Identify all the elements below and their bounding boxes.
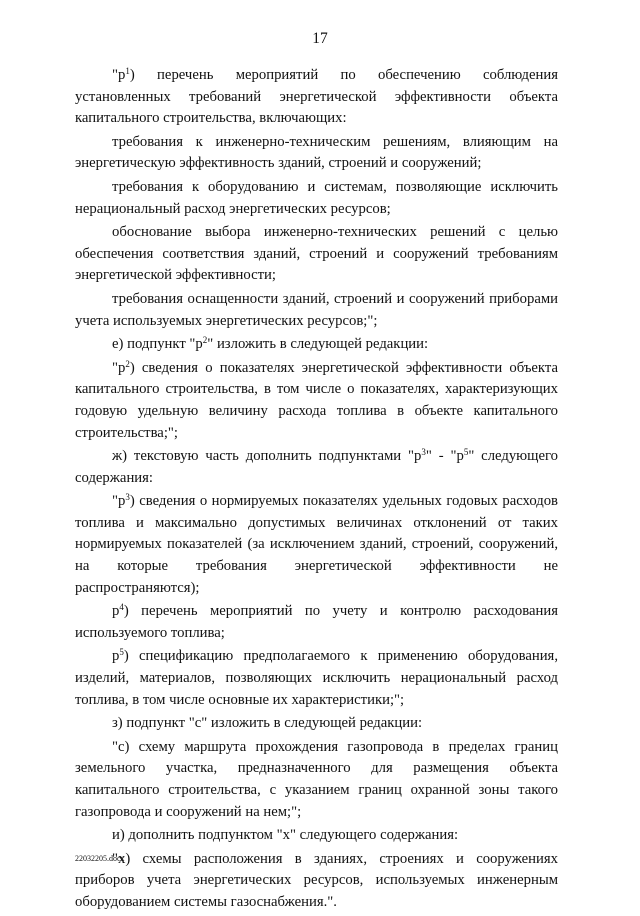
text-run: р: [112, 603, 120, 620]
paragraph: [75, 713, 558, 735]
paragraph: [75, 334, 558, 356]
text-run: ж) текстовую часть дополнить подпунктами "р: [112, 448, 422, 465]
footer-filename: 22032205.docx: [75, 854, 125, 863]
paragraph: [75, 446, 558, 489]
superscript: 2: [125, 358, 130, 369]
paragraph: [75, 177, 558, 220]
document-body: [75, 65, 558, 916]
text-run: " изложить в следующей редакции:: [207, 336, 429, 353]
paragraph: [75, 849, 558, 914]
text-run: р: [112, 648, 120, 665]
text-run: ) сведения о нормируемых показателях удельных годовых расходов топлива и максимально допустимых величинах отклонений от таких нормируемых показателей (за исключением зданий, строений, сооружений, на которые требования энергетической эффективности не распространяются);: [75, 493, 558, 596]
paragraph: [75, 289, 558, 332]
text-run: ) сведения о показателях энергетической эффективности объекта капитального строительства, в том числе о показателях, характеризующих годовую удельную величину расхода топлива в объекте капитального строительства;";: [75, 359, 558, 441]
text-run: з) подпункт "с" изложить в следующей редакции:: [112, 715, 423, 732]
paragraph: [75, 65, 558, 130]
text-run: "р: [112, 67, 126, 83]
superscript: 1: [125, 66, 130, 76]
text-run: ) спецификацию предполагаемого к применению оборудования, изделий, материалов, позволяющих исключить нерациональный расход топлива, в том числе основные их характеристики;";: [75, 648, 558, 708]
text-run: " следующего содержания:: [75, 448, 558, 486]
paragraph: [75, 737, 558, 823]
text-run: " - "р: [425, 448, 464, 465]
text-run: "р: [112, 493, 126, 510]
text-run: требования оснащенности зданий, строений и сооружений приборами учета используемых энергетических ресурсов;";: [75, 290, 558, 329]
text-run: е) подпункт "р: [112, 336, 203, 353]
paragraph: [75, 358, 558, 444]
text-run: требования к инженерно-техническим решениям, влияющим на энергетическую эффективность зданий, строений и сооружений;: [75, 133, 558, 172]
text-run: "с) схему маршрута прохождения газопровода в пределах границ земельного участка, предназначенного для размещения объекта капитального строительства, с указанием границ охранной зоны такого газопровода и сооружений на нем;";: [75, 738, 558, 820]
text-run: требования к оборудованию и системам, позволяющие исключить нерациональный расход энергетических ресурсов;: [75, 178, 558, 217]
superscript: 4: [119, 602, 124, 613]
text-run: ) перечень мероприятий по учету и контролю расходования используемого топлива;: [75, 603, 558, 641]
page-number: 17: [312, 30, 328, 47]
superscript: 5: [119, 647, 124, 658]
superscript: 5: [463, 447, 469, 458]
superscript: 2: [202, 335, 208, 346]
paragraph: [75, 825, 558, 847]
paragraph: [75, 491, 558, 599]
text-run: "р: [112, 359, 126, 376]
superscript: 3: [421, 447, 426, 458]
paragraph: [75, 132, 558, 175]
paragraph: [75, 601, 558, 644]
text-run: "х) схемы расположения в зданиях, строениях и сооружениях приборов учета энергетических ресурсов, используемых инженерным оборудованием системы газоснабжения.".: [75, 850, 558, 910]
superscript: 3: [125, 492, 130, 503]
text-run: ) перечень мероприятий по обеспечению соблюдения установленных требований энергетической эффективности объекта капитального строительства, включающих:: [75, 67, 558, 127]
text-run: обоснование выбора инженерно-технических решений с целью обеспечения соответствия зданий, строений и сооружений требованиям энергетической эффективности;: [75, 224, 558, 284]
paragraph: [75, 222, 558, 287]
paragraph: [75, 646, 558, 711]
text-run: и) дополнить подпунктом "х" следующего содержания:: [112, 827, 459, 844]
